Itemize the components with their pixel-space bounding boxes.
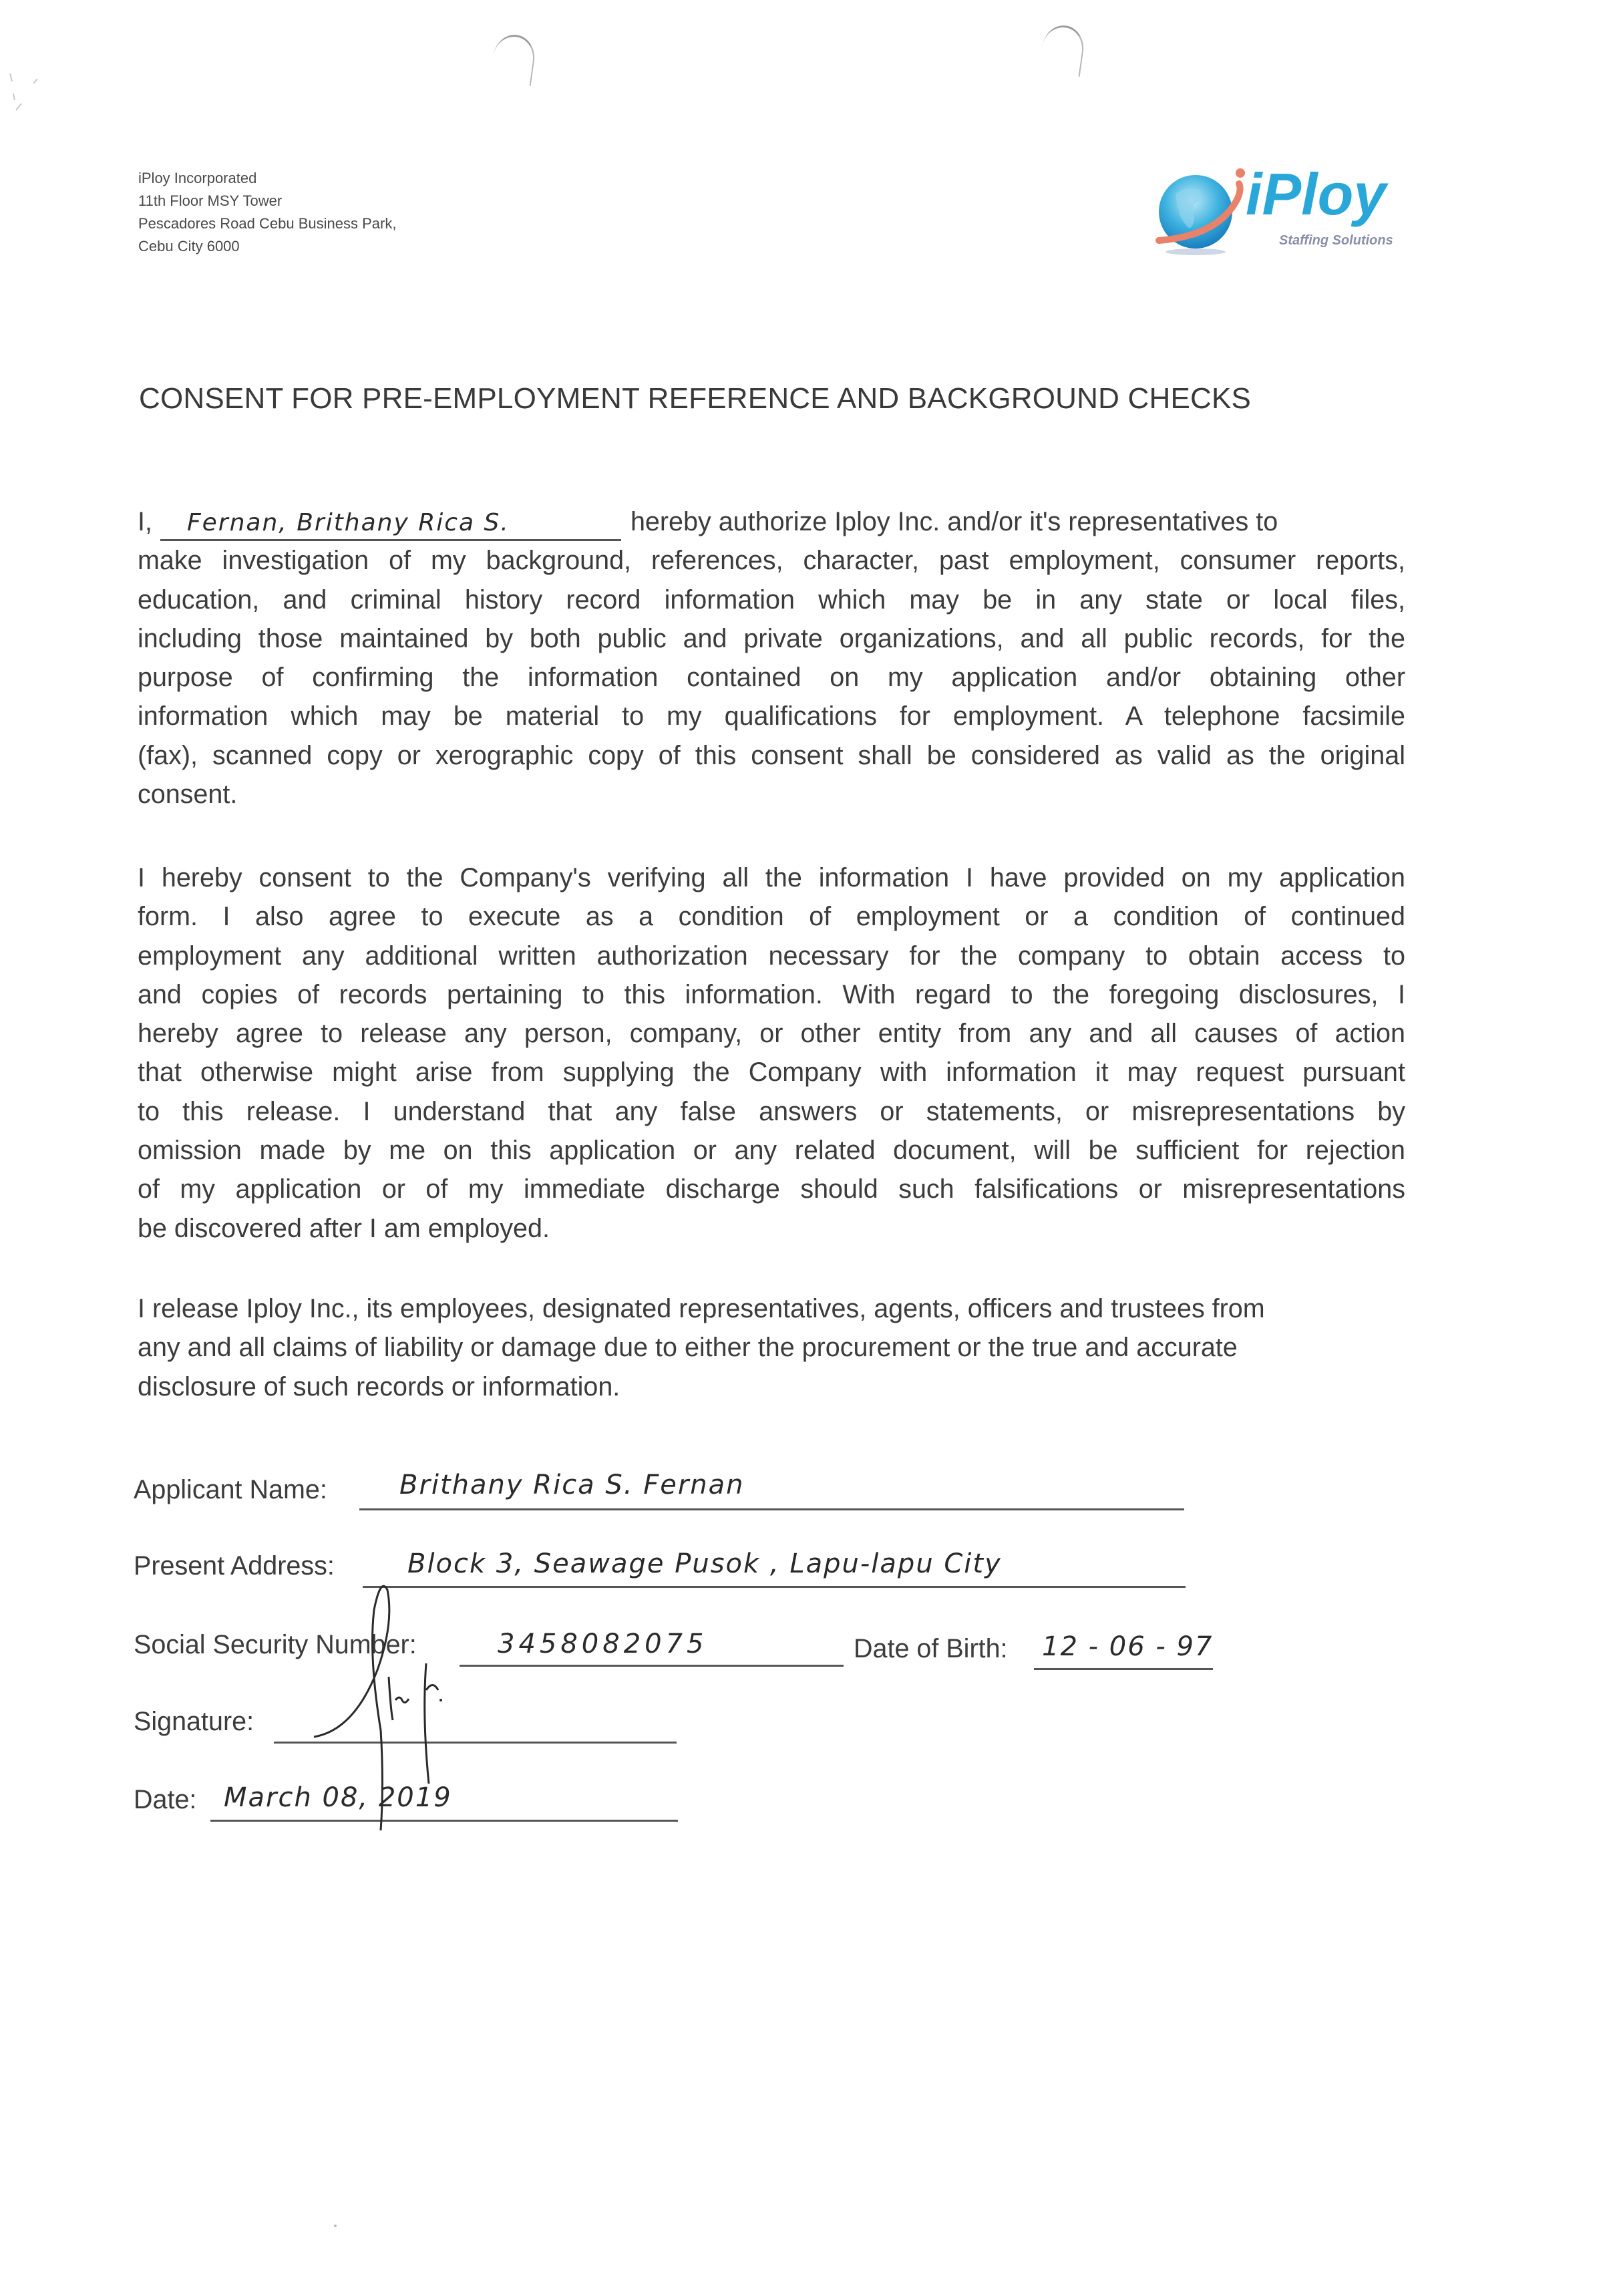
- paragraph-line: I hereby consent to the Company's verifying all the information I have provided on my application: [138, 863, 1405, 892]
- signature-label: Signature:: [134, 1707, 254, 1736]
- paragraph-line: disclosure of such records or information.: [138, 1371, 620, 1402]
- name-blank-field[interactable]: [160, 504, 621, 541]
- applicant-name-label: Applicant Name:: [134, 1475, 327, 1504]
- paragraph-line: education, and criminal history record information which may be in any state or local files,: [138, 585, 1405, 615]
- address-line: Pescadores Road Cebu Business Park,: [138, 215, 397, 232]
- paragraph-line: consent.: [138, 780, 238, 810]
- paragraph-line: that otherwise might arise from supplying the Company with information it may request pursuant: [138, 1057, 1405, 1088]
- paragraph-line: and copies of records pertaining to this information. With regard to the foregoing disclosures, I: [138, 979, 1405, 1009]
- paragraph-line: purpose of confirming the information contained on my application and/or obtaining other: [138, 663, 1405, 693]
- address-line: Cebu City 6000: [138, 238, 240, 255]
- applicant-name-value: Brithany Rica S. Fernan: [399, 1470, 745, 1500]
- ssn-label: Social Security Number:: [134, 1630, 417, 1659]
- release-paragraph: [138, 1289, 1405, 1406]
- paragraph-line: including those maintained by both public and private organizations, and all public records, for the: [138, 623, 1405, 653]
- paragraph-line: [138, 502, 1405, 541]
- date-of-birth-label: Date of Birth:: [854, 1634, 1008, 1663]
- date-of-birth-value: 12 - 06 - 97: [1042, 1631, 1214, 1662]
- paragraph-line: form. I also agree to execute as a condition of employment or a condition of continued: [138, 902, 1405, 932]
- paragraph-line: any and all claims of liability or damage due to either the procurement or the true and accurate: [138, 1333, 1238, 1363]
- paragraph-line-text: hereby authorize Iploy Inc. and/or it's representatives to: [630, 507, 1278, 536]
- paragraph-line: I release Iploy Inc., its employees, designated representatives, agents, officers and trustees from: [138, 1294, 1265, 1323]
- scan-dot: [334, 2225, 337, 2227]
- paragraph-line: (fax), scanned copy or xerographic copy of this consent shall be considered as valid as the original: [138, 740, 1405, 770]
- handwritten-name: Fernan, Brithany Rica S.: [186, 509, 510, 537]
- iploy-logo: [1145, 157, 1413, 264]
- date-of-birth-field[interactable]: [1034, 1668, 1213, 1670]
- document-title: CONSENT FOR PRE-EMPLOYMENT REFERENCE AND BACKGROUND CHECKS: [139, 382, 1252, 415]
- ssn-value: 3458082075: [498, 1629, 708, 1659]
- letterhead-address: [138, 167, 396, 258]
- consent-paragraph-1: [138, 502, 1405, 814]
- paragraph-line: be discovered after I am employed.: [138, 1213, 550, 1243]
- paragraph-line: make investigation of my background, references, character, past employment, consumer reports,: [138, 546, 1405, 576]
- globe-logo-icon: [1145, 157, 1246, 257]
- date-value: March 08, 2019: [224, 1782, 452, 1813]
- address-line: 11th Floor MSY Tower: [138, 192, 283, 209]
- logo-wordmark: iPloy: [1246, 161, 1387, 227]
- present-address-value: Block 3, Seawage Pusok , Lapu-lapu City: [407, 1548, 1002, 1579]
- consent-paragraph-2: [138, 858, 1405, 1248]
- paragraph-line: hereby agree to release any person, company, or other entity from any and all causes of action: [138, 1019, 1405, 1049]
- scan-artifact-arc: [1039, 23, 1087, 77]
- present-address-label: Present Address:: [134, 1551, 335, 1581]
- scan-artifact-arc: [490, 32, 538, 86]
- scan-smudge-icon: [7, 67, 47, 120]
- logo-tagline: Staffing Solutions: [1279, 233, 1393, 248]
- paragraph-line: employment any additional written authorization necessary for the company to obtain access to: [138, 941, 1405, 971]
- paragraph-line: omission made by me on this application or any related document, will be sufficient for rejection: [138, 1136, 1405, 1166]
- company-name: iPloy Incorporated: [138, 170, 257, 186]
- handwritten-signature-icon: [281, 1583, 494, 1837]
- ssn-field[interactable]: [460, 1665, 844, 1667]
- paragraph-line: of my application or of my immediate discharge should such falsifications or misrepresentations: [138, 1174, 1405, 1204]
- paragraph-line: to this release. I understand that any false answers or statements, or misrepresentations by: [138, 1096, 1405, 1126]
- applicant-name-field[interactable]: [359, 1508, 1184, 1510]
- date-label: Date:: [134, 1785, 197, 1814]
- prefix-text: I,: [138, 507, 152, 536]
- paragraph-line: information which may be material to my qualifications for employment. A telephone facsimile: [138, 701, 1405, 731]
